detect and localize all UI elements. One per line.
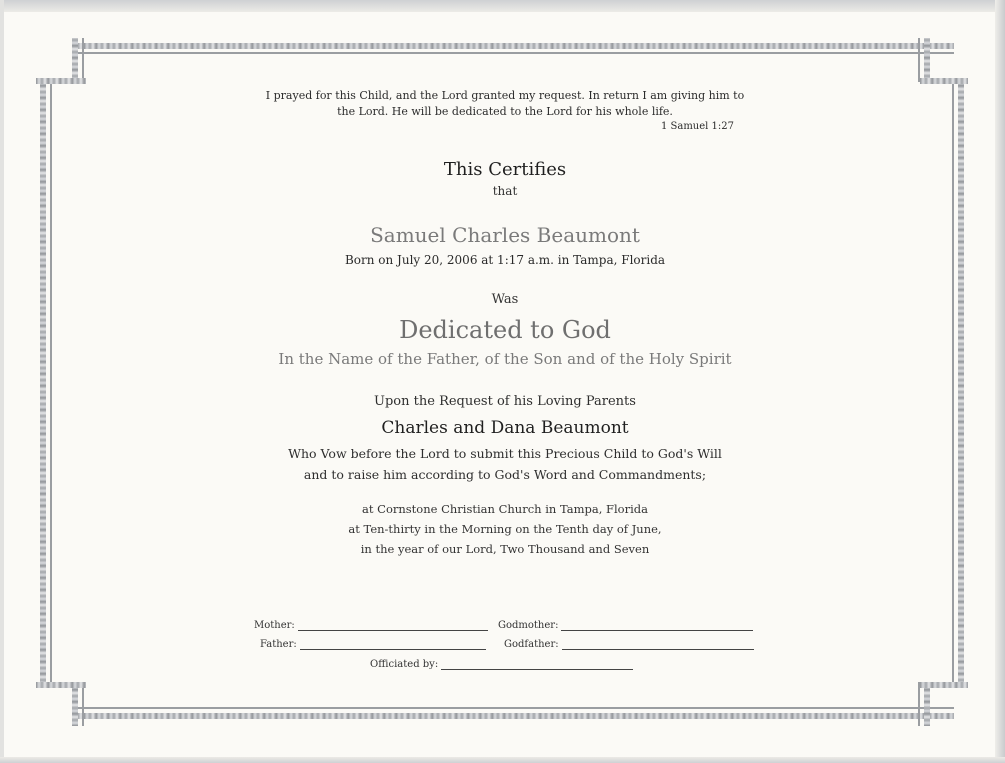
dedication-title: Dedicated to God [399,316,611,344]
ceremony-details [150,499,860,559]
frame-corner-tl-v [72,38,78,82]
frame-corner-tr-v2 [918,38,920,82]
frame-right-outer [958,78,964,686]
verse-line-1: I prayed for this Child, and the Lord granted my request. In return I am giving him to [265,89,745,102]
godmother-label: Godmother: [498,620,559,631]
godmother-signature [498,620,753,631]
frame-corner-bl-h [36,682,86,688]
frame-corner-br-v2 [918,682,920,726]
scan-edge-left [0,0,4,763]
godfather-signature [504,639,754,650]
mother-signature [254,620,488,631]
vow-line-1: Who Vow before the Lord to submit this Precious Child to God's Will [288,446,722,461]
was-text: Was [491,292,519,307]
frame-bottom-inner [72,707,954,709]
frame-corner-tr-v [924,38,930,82]
frame-corner-bl-v2 [82,682,84,726]
officiant-signature-line[interactable] [441,659,633,670]
godmother-signature-line[interactable] [561,620,753,631]
ceremony-time: at Ten-thirty in the Morning on the Tenth day of June, [348,522,662,536]
officiated-label: Officiated by: [370,659,439,670]
frame-corner-br-v [924,682,930,726]
frame-bottom-outer [72,713,954,719]
frame-right-inner [952,78,954,686]
father-signature [260,639,486,650]
frame-corner-br-h [920,682,968,688]
frame-left-inner [50,78,52,686]
that-text: that [492,184,518,198]
frame-corner-bl-v [72,682,78,726]
frame-corner-tl-h [36,78,86,84]
ceremony-place: at Cornstone Christian Church in Tampa, Florida [362,502,648,516]
mother-label: Mother: [254,620,295,631]
verse-line-2: the Lord. He will be dedicated to the Lord for his whole life. [337,105,673,118]
officiant-signature [370,659,633,670]
scan-edge-bottom [0,757,1005,763]
father-signature-line[interactable] [300,639,486,650]
scan-edge-right [995,0,1005,763]
parents-names: Charles and Dana Beaumont [381,418,629,438]
birth-details: Born on July 20, 2006 at 1:17 a.m. in Tampa, Florida [344,253,666,267]
frame-corner-tr-h [920,78,968,84]
frame-corner-tl-v2 [82,38,84,82]
child-name: Samuel Charles Beaumont [370,223,640,247]
scan-edge-top [0,0,1005,12]
scripture-verse [265,88,745,120]
ceremony-year: in the year of our Lord, Two Thousand and Seven [360,542,650,556]
godfather-label: Godfather: [504,639,559,650]
parents-intro: Upon the Request of his Loving Parents [374,394,636,409]
vow-line-2: and to raise him according to God's Word and Commandments; [303,467,707,482]
father-label: Father: [260,639,297,650]
frame-left-outer [40,78,46,686]
godfather-signature-line[interactable] [562,639,754,650]
trinity-line: In the Name of the Father, of the Son and of the Holy Spirit [278,350,732,368]
certifies-heading: This Certifies [443,159,567,180]
frame-top-outer [72,43,954,49]
frame-top-inner [72,52,954,54]
certificate-body [150,88,860,559]
vow-text [150,443,860,485]
verse-reference: 1 Samuel 1:27 [660,121,734,132]
mother-signature-line[interactable] [298,620,488,631]
